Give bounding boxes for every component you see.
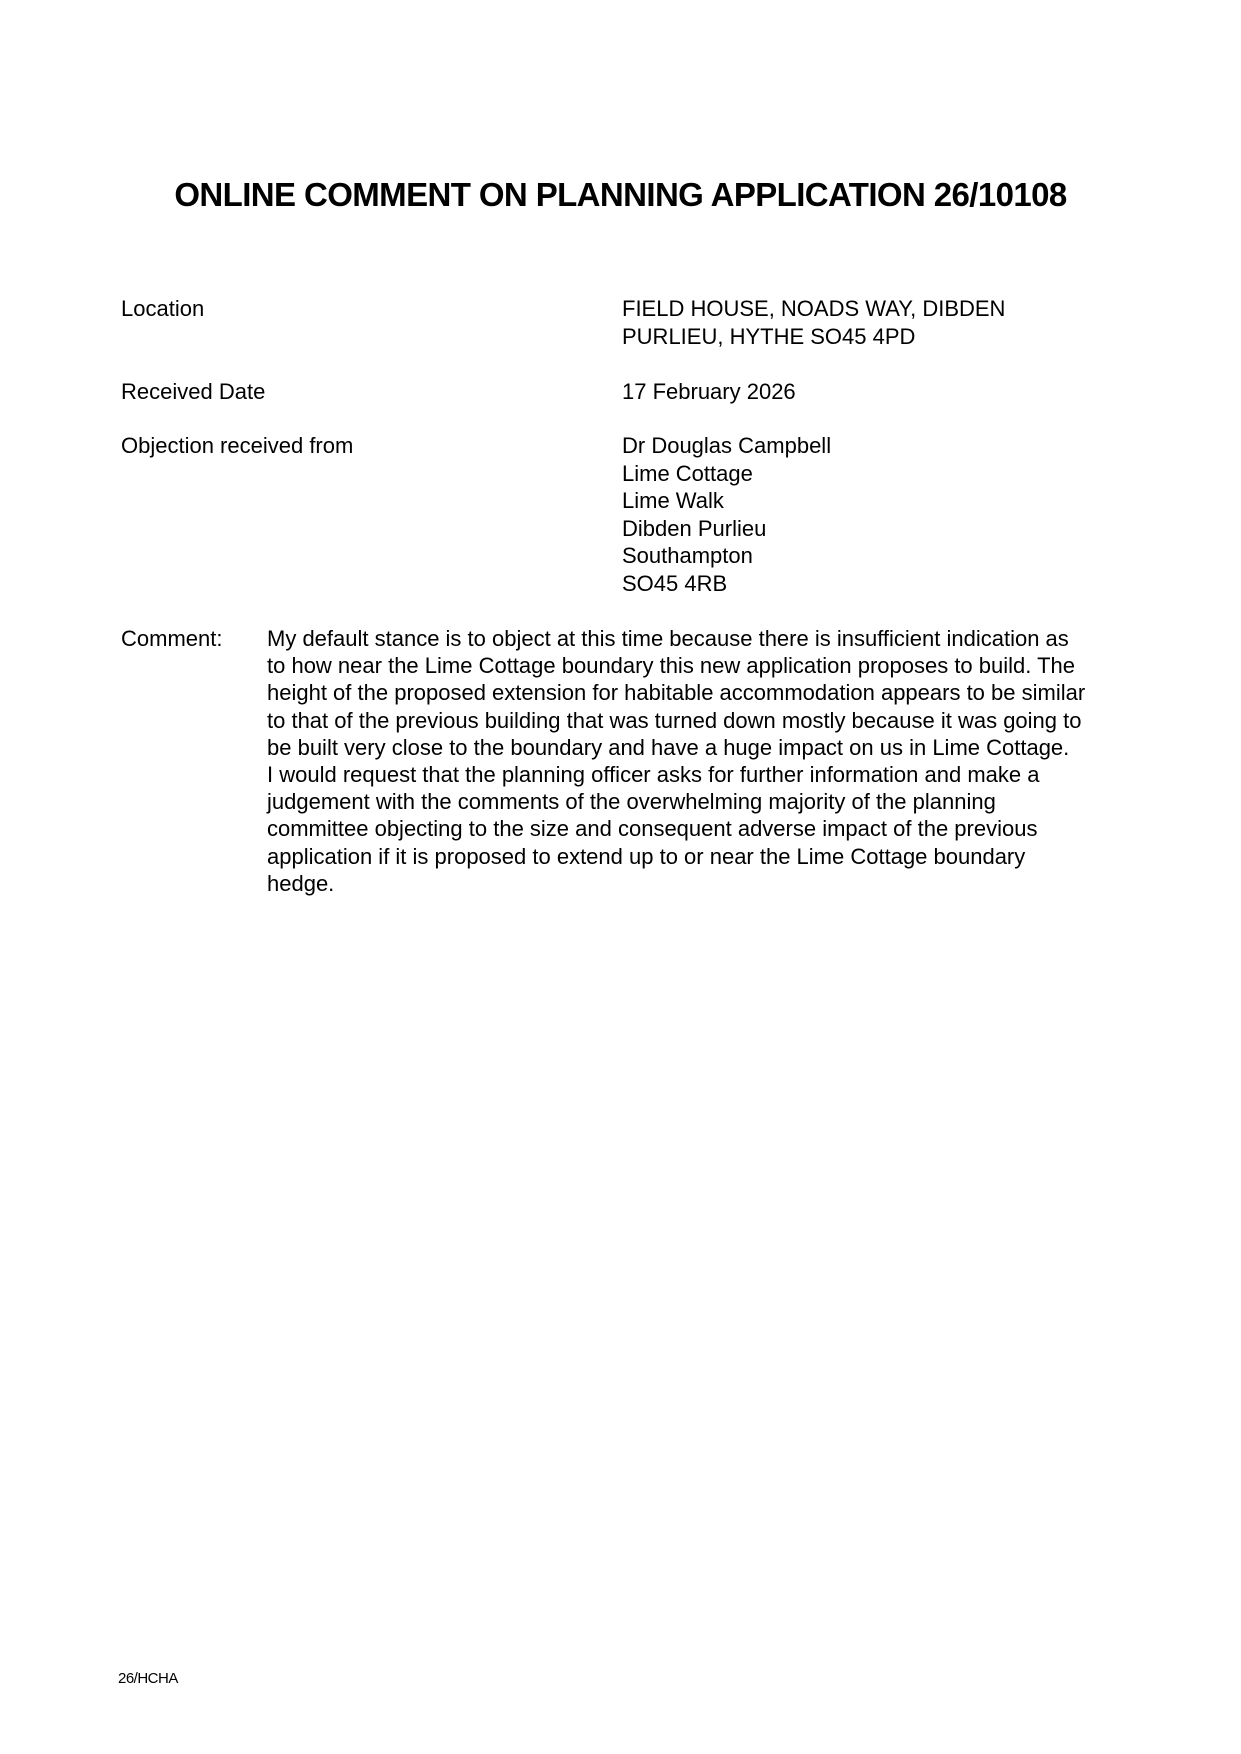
- comment-line: hedge.: [267, 870, 335, 896]
- comment-line: to that of the previous building that was turned down mostly because it was going to: [267, 707, 1082, 733]
- objection-label: Objection received from: [121, 433, 354, 458]
- comment-line: be built very close to the boundary and have a huge impact on us in Lime Cottage.: [267, 734, 1070, 760]
- received-date-value: 17 February 2026: [622, 379, 796, 404]
- comment-line: I would request that the planning officer asks for further information and make a: [267, 762, 1040, 788]
- comment-line: committee objecting to the size and consequent adverse impact of the previous: [267, 816, 1038, 842]
- comment-label: Comment:: [121, 626, 223, 651]
- location-label: Location: [121, 296, 205, 321]
- page-title: ONLINE COMMENT ON PLANNING APPLICATION 26/10108: [174, 176, 1067, 213]
- comment-line: judgement with the comments of the overwhelming majority of the planning: [267, 789, 996, 815]
- comment-body: [267, 625, 1127, 897]
- address-line: Lime Walk: [622, 488, 724, 513]
- comment-line: height of the proposed extension for habitable accommodation appears to be similar: [267, 680, 1086, 706]
- location-value: [622, 295, 1102, 350]
- objector-name: Dr Douglas Campbell: [622, 433, 832, 458]
- comment-line: application if it is proposed to extend up to or near the Lime Cottage boundary: [267, 843, 1026, 869]
- comment-line: My default stance is to object at this time because there is insufficient indication as: [267, 626, 1069, 651]
- received-date-label: Received Date: [121, 379, 266, 404]
- address-line: Dibden Purlieu: [622, 515, 767, 541]
- objector-address: [622, 432, 1102, 597]
- comment-line: to how near the Lime Cottage boundary this new application proposes to build. The: [267, 653, 1075, 679]
- address-line: Southampton: [622, 543, 753, 568]
- footer-reference: 26/HCHA: [118, 1670, 178, 1687]
- address-postcode: SO45 4RB: [622, 570, 728, 596]
- address-line: Lime Cottage: [622, 460, 753, 486]
- location-line: FIELD HOUSE, NOADS WAY, DIBDEN: [622, 296, 1006, 321]
- location-line: PURLIEU, HYTHE SO45 4PD: [622, 323, 916, 349]
